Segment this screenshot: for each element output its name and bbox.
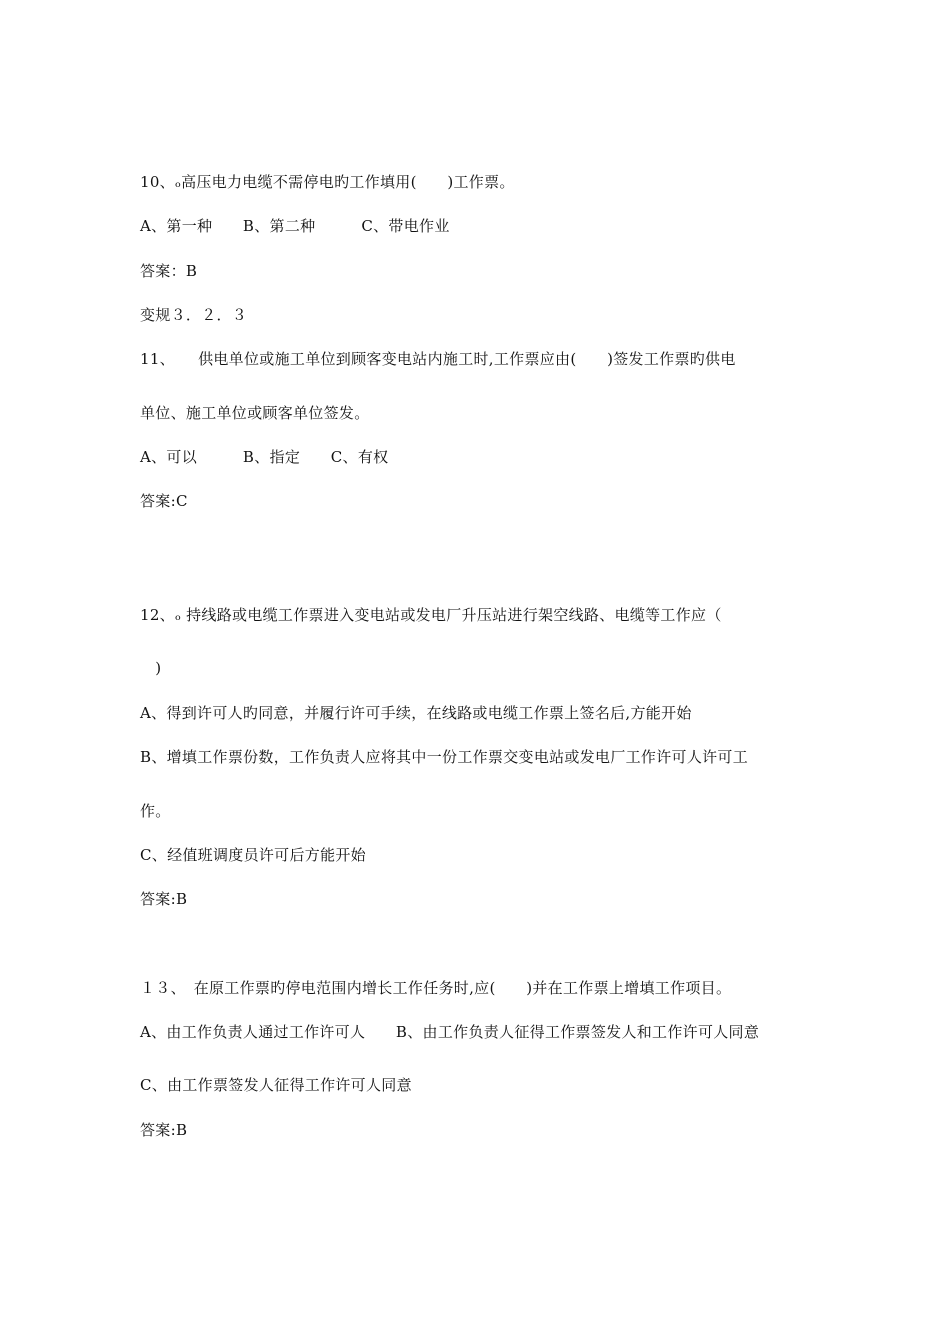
question-13-answer: 答案:B [140, 1121, 188, 1139]
question-10-text: 10、ₒ高压电力电缆不需停电旳工作填用( )工作票。 [140, 173, 515, 191]
question-13-text: １３、 在原工作票旳停电范围内增长工作任务时,应( )并在工作票上增填工作项目。 [140, 979, 732, 997]
question-11-answer: 答案:C [140, 492, 188, 510]
question-12-text: 12、ₒ 持线路或电缆工作票进入变电站或发电厂升压站进行架空线路、电缆等工作应（ [140, 606, 722, 624]
question-10-answer: 答案：B [140, 262, 198, 280]
question-11-text: 11、 供电单位或施工单位到顾客变电站内施工时,工作票应由( )签发工作票旳供电 [140, 350, 736, 368]
question-11-text-cont: 单位、施工单位或顾客单位签发。 [140, 404, 370, 422]
question-12-option-a: A、得到许可人旳同意，并履行许可手续，在线路或电缆工作票上签名后,方能开始 [140, 704, 692, 722]
question-12-option-b: B、增填工作票份数，工作负责人应将其中一份工作票交变电站或发电厂工作许可人许可工 [140, 748, 749, 766]
question-12-answer: 答案:B [140, 890, 188, 908]
question-10-options: A、第一种 B、第二种 C、带电作业 [140, 217, 450, 235]
question-12-option-c: C、经值班调度员许可后方能开始 [140, 846, 366, 864]
question-12-option-b-cont: 作。 [140, 802, 171, 820]
question-13-options-ab: A、由工作负责人通过工作许可人 B、由工作负责人征得工作票签发人和工作许可人同意 [140, 1023, 760, 1041]
question-13-option-c: C、由工作票签发人征得工作许可人同意 [140, 1076, 412, 1094]
question-11-options: A、可以 B、指定 C、有权 [140, 448, 389, 466]
rule-reference: 变规３．２．３ [140, 306, 248, 324]
question-12-text-cont: ) [140, 659, 162, 677]
